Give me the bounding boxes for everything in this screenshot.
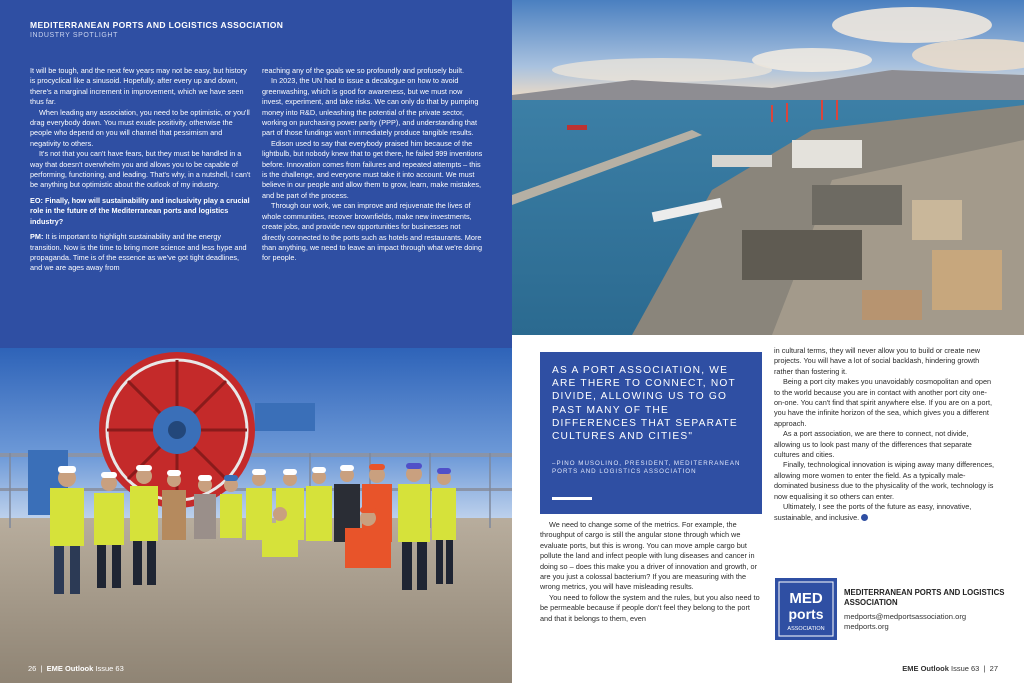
magazine-name: EME Outlook (46, 664, 94, 673)
left-page-footer: 26 | EME Outlook Issue 63 (28, 664, 124, 673)
section-header-title: MEDITERRANEAN PORTS AND LOGISTICS ASSOCIATION (30, 20, 284, 30)
organization-website[interactable]: medports.org (844, 622, 889, 631)
organization-contact (844, 612, 966, 632)
logo-text-line3: ASSOCIATION (787, 626, 825, 632)
left-column-2 (262, 66, 484, 264)
paragraph: It's not that you can't have fears, but they must be handled in a way that doesn't overwhelm you and allows you to be capable of performing, functioning, and leading. That's why, in a nutshell, I can't be anything but optimistic about the outlook of my industry. (30, 149, 251, 190)
port-aerial-photo (512, 0, 1024, 335)
left-column-1 (30, 66, 252, 274)
logo-text-line1: MED (789, 590, 823, 607)
paragraph: Through our work, we can improve and rejuvenate the lives of whole communities, recover brownfields, make new investments, create jobs, and provide new opportunities for businesses not directly connected to the ports such as hotels and restaurants. More than anything, we need to leave an impact through what we're doing for people. (262, 201, 483, 263)
medports-logo (775, 578, 837, 640)
magazine-name: EME Outlook (902, 664, 949, 673)
quote-divider (552, 497, 592, 500)
pull-quote-attribution: –PINO MUSOLINO, PRESIDENT, MEDITERRANEAN PORTS AND LOGISTICS ASSOCIATION (552, 460, 741, 476)
group-photo (0, 348, 512, 683)
paragraph: in cultural terms, they will never allow you to build or create new projects. You will have a lot of social backlash, hindering growth rather than fostering it. (774, 346, 981, 376)
medports-logo-graphic (775, 578, 837, 640)
paragraph: In 2023, the UN had to issue a decalogue on how to avoid greenwashing, which is good for awareness, but we must now invest, experiment, and take risks. We can only do that by pumping money into R&D, unleashing the potential of the private sector, working on purchasing power parity (PPP), and understanding that part of those fundings won't immediately produce tangible results. (262, 76, 479, 138)
pull-quote-text: AS A PORT ASSOCIATION, WE ARE THERE TO CONNECT, NOT DIVIDE, ALLOWING US TO GO PAST MANY OF THE DIFFERENCES THAT SEPARATE CULTURES AND CITIES" (552, 365, 738, 443)
group-photo-illustration (0, 348, 512, 683)
paragraph: We need to change some of the metrics. For example, the throughput of cargo is still the angular stone through which we evaluate ports, but this is wrong. You can move ample cargo but pollute the land and infect people with lung diseases and cancer in doing so – does this make you a driver of innovation and growth, or are you just a colossal bacterium? If you are measuring with the wrong metrics, you will have misleading results. (540, 520, 758, 592)
right-column-1 (540, 520, 762, 624)
answer-text: It is important to highlight sustainability and the energy transition. Now is the time to bring more science and less hype and propaganda. Time is of the essence as we've got tight deadlines, and we are ages away from (30, 232, 247, 273)
right-page (512, 0, 1024, 683)
paragraph: When leading any association, you need to be optimistic, or you'll drag everybody down. You must exude positivity, otherwise the people who depend on you will channel that pessimism and negativity to others. (30, 107, 250, 148)
section-header-subtitle: INDUSTRY SPOTLIGHT (30, 32, 118, 39)
interview-question: EO: Finally, how will sustainability and inclusivity play a crucial role in the future of the Mediterranean ports and logistics industry? (30, 195, 250, 226)
paragraph: Edison used to say that everybody praised him because of the lightbulb, but nobody knew that to get there, he failed 999 inventions before. Innovation comes from failures and repeated attempts – this is the challenge, and everyone must take it into account. We must believe in our people and allow them to grow, learn, make mistakes, and be part of the process. (262, 138, 483, 200)
paragraph: Finally, technological innovation is wiping away many differences, allowing more women to enter the field. As a typically male-dominated business due to the physicality of the work, technology is now equalising it so others can enter. (774, 460, 995, 501)
paragraph: Being a port city makes you unavoidably cosmopolitan and open to the world because you are in contact with another port city one-on-one. You can't find that spirit anywhere else. If you are on a port, you have the infinite horizon of the sea, which gives you a different approach. (774, 377, 993, 428)
page-number: 27 (989, 664, 998, 673)
paragraph: reaching any of the goals we so profoundly and profusely built. (262, 66, 465, 75)
issue-number: Issue 63 (951, 664, 980, 673)
paragraph: You need to follow the system and the rules, but you also need to be permeable because if people don't feel they belong to the port and that it belongs to them, even (540, 592, 760, 623)
end-mark-icon (861, 514, 868, 521)
paragraph: It will be tough, and the next few years may not be easy, but history is procyclical like a sinusoid. Hopefully, after every up and down, there's a marginal increment in improvement, which we have seen thus far. (30, 66, 247, 107)
pull-quote-box (540, 352, 762, 514)
right-column-2 (774, 346, 996, 523)
interview-answer (30, 232, 252, 274)
right-page-footer: EME Outlook Issue 63 | 27 (902, 664, 998, 673)
issue-number: Issue 63 (95, 664, 124, 673)
port-aerial-illustration (512, 0, 1024, 335)
organization-email[interactable]: medports@medportsassociation.org (844, 612, 967, 621)
organization-name: MEDITERRANEAN PORTS AND LOGISTICS ASSOCIATION (844, 588, 1005, 608)
logo-text-line2: ports (788, 606, 824, 622)
page-number: 26 (28, 664, 37, 673)
closing-text: Ultimately, I see the ports of the future as easy, innovative, sustainable, and inclusive. (774, 502, 972, 522)
paragraph (774, 502, 996, 523)
paragraph: As a port association, we are there to connect, not divide, allowing us to look past many of the differences that separate cultures and cities. (774, 429, 972, 460)
answer-label: PM: (30, 232, 44, 242)
